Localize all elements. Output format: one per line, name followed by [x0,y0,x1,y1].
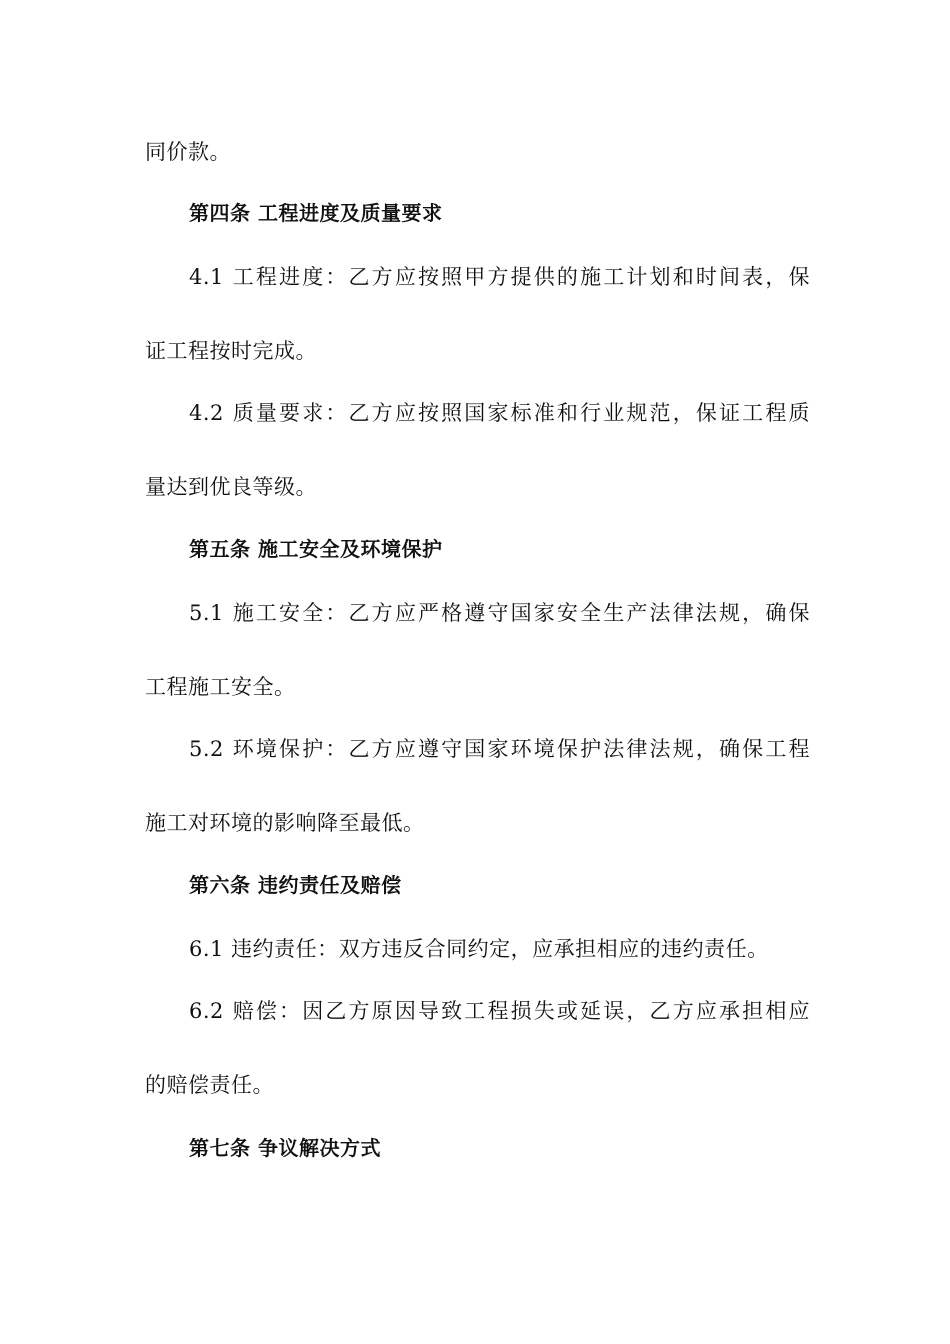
article-6-heading: 第六条 违约责任及赔偿 [189,873,402,897]
clause-4-1-line-1: 4.1 工程进度：乙方应按照甲方提供的施工计划和时间表，保 [189,265,810,289]
clause-5-1-line-2: 工程施工安全。 [145,675,296,699]
clause-5-1-line-1: 5.1 施工安全：乙方应严格遵守国家安全生产法律法规，确保 [189,601,810,625]
clause-5-2-line-2: 施工对环境的影响降至最低。 [145,811,425,835]
clause-4-2-line-1: 4.2 质量要求：乙方应按照国家标准和行业规范，保证工程质 [189,401,810,425]
clause-6-2-line-1: 6.2 赔偿：因乙方原因导致工程损失或延误，乙方应承担相应 [189,999,810,1023]
clause-4-1-line-2: 证工程按时完成。 [145,339,317,363]
clause-6-1: 6.1 违约责任：双方违反合同约定，应承担相应的违约责任。 [189,937,769,961]
article-4-heading: 第四条 工程进度及质量要求 [189,201,443,225]
clause-5-2-line-1: 5.2 环境保护：乙方应遵守国家环境保护法律法规，确保工程 [189,737,810,761]
paragraph-continuation: 同价款。 [145,140,231,164]
article-5-heading: 第五条 施工安全及环境保护 [189,537,443,561]
clause-6-2-line-2: 的赔偿责任。 [145,1073,274,1097]
clause-4-2-line-2: 量达到优良等级。 [145,475,317,499]
article-7-heading: 第七条 争议解决方式 [189,1136,381,1160]
